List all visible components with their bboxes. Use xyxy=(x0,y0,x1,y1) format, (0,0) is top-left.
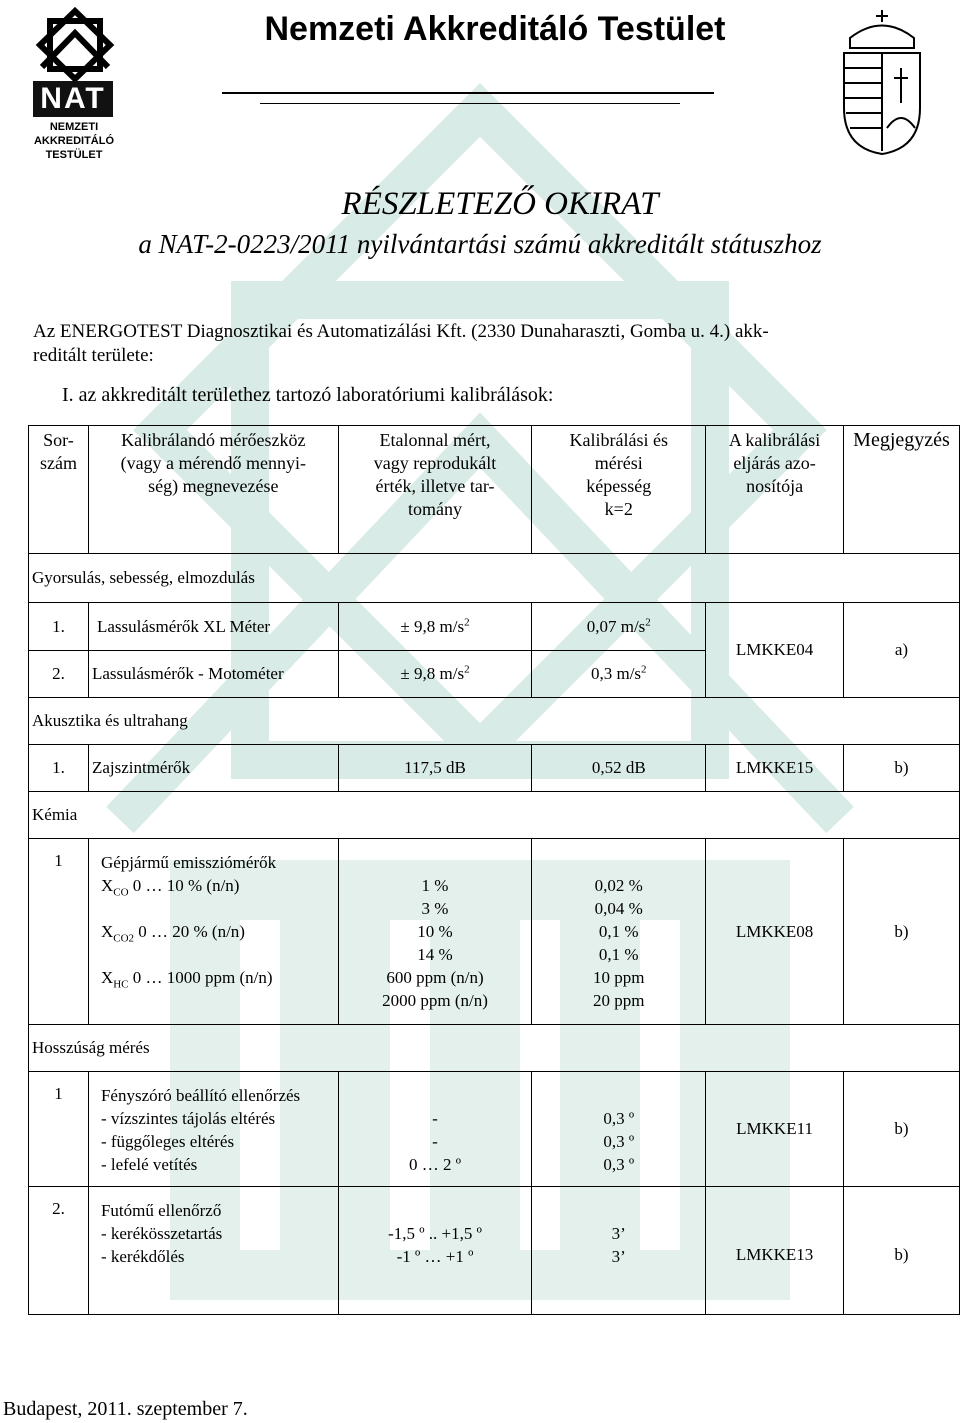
capability-values: 3’ 3’ xyxy=(532,1187,706,1315)
nat-logo xyxy=(30,5,120,163)
capability-value: 0,3 $m/s^2$ xyxy=(532,651,706,698)
note: b) xyxy=(844,1187,960,1315)
nat-logo-line1: NEMZETI xyxy=(49,121,99,133)
section-row xyxy=(29,1025,960,1072)
method-id: LMKKE15 xyxy=(706,745,844,792)
row-number: 1. xyxy=(29,745,89,792)
header-device-name: Kalibrálandó mérőeszköz (vagy a mérendő mennyi- ség) megnevezése xyxy=(88,426,338,554)
table-row xyxy=(29,1187,960,1315)
nat-logo-box xyxy=(33,81,113,117)
calibration-table xyxy=(28,425,960,1315)
section-label: Akusztika és ultrahang xyxy=(29,698,960,745)
note: b) xyxy=(844,839,960,1025)
title-rule-2 xyxy=(260,103,680,104)
note: a) xyxy=(844,603,960,698)
section-label: Hosszúság mérés xyxy=(29,1025,960,1072)
header-method-id: A kalibrálási eljárás azo- nosítója xyxy=(706,426,844,554)
section-row xyxy=(29,554,960,603)
header-capability: Kalibrálási és mérési képesség k=2 xyxy=(532,426,706,554)
section-row xyxy=(29,792,960,839)
table-row xyxy=(29,745,960,792)
header-reference-value: Etalonnal mért, vagy reprodukált érték, illetve tar- tomány xyxy=(338,426,532,554)
device-name: Fényszóró beállító ellenőrzés - vízszintes tájolás eltérés - függőleges eltérés - lefelé vetítés xyxy=(88,1072,338,1187)
method-id: LMKKE13 xyxy=(706,1187,844,1315)
table-row xyxy=(29,839,960,1025)
nat-abbr: NAT xyxy=(40,82,106,115)
reference-values: - - 0 … 2 º xyxy=(338,1072,532,1187)
row-number: 1 xyxy=(29,1072,89,1187)
capability-values: 0,3 º 0,3 º 0,3 º xyxy=(532,1072,706,1187)
section-label: Kémia xyxy=(29,792,960,839)
row-number: 1. xyxy=(29,603,89,651)
table-row xyxy=(29,603,960,651)
row-number: 2. xyxy=(29,1187,89,1315)
device-name: Lassulásmérők XL Méter xyxy=(88,603,338,651)
section-label: Gyorsulás, sebesség, elmozdulás xyxy=(29,554,960,603)
nat-logo-line3: TESTÜLET xyxy=(45,149,103,161)
intro-line-1: Az ENERGOTEST Diagnosztikai és Automatizálási Kft. (2330 Dunaharaszti, Gomba u. 4.) akk- xyxy=(33,321,769,342)
note: b) xyxy=(844,745,960,792)
title-rule-1 xyxy=(222,92,714,94)
capability-value: 0,07 $m/s^2$ xyxy=(532,603,706,651)
place-date: Budapest, 2011. szeptember 7. xyxy=(3,1398,248,1420)
section-heading: I. az akkreditált területhez tartozó laboratóriumi kalibrálások: xyxy=(62,384,554,406)
method-id: LMKKE11 xyxy=(706,1072,844,1187)
device-name: Zajszintmérők xyxy=(88,745,338,792)
table-header-row xyxy=(29,426,960,554)
capability-values: 0,02 % 0,04 % 0,1 % 0,1 % 10 ppm 20 ppm xyxy=(532,839,706,1025)
method-id: LMKKE08 xyxy=(706,839,844,1025)
device-name: Lassulásmérők - Motométer xyxy=(88,651,338,698)
method-id: LMKKE04 xyxy=(706,603,844,698)
coat-of-arms-icon xyxy=(832,8,932,158)
section-row xyxy=(29,698,960,745)
nat-logo-caption xyxy=(30,120,118,162)
header-note: Megjegyzés xyxy=(844,426,960,554)
intro-line-2: reditált területe: xyxy=(33,345,154,366)
nat-logo-icon xyxy=(30,5,120,85)
document-subtitle: a NAT-2-0223/2011 nyilvántartási számú akkreditált státuszhoz xyxy=(138,229,822,259)
device-name: Gépjármű emissziómérők $X_{CO}$ 0 … 10 % (n/n) $X_{CO2}$ 0 … 20 % (n/n) $X_{HC}$ 0 … 1000 ppm (n/n) xyxy=(88,839,338,1025)
reference-values: 1 % 3 % 10 % 14 % 600 ppm (n/n) 2000 ppm (n/n) xyxy=(338,839,532,1025)
reference-value: ± 9,8 $m/s^2$ xyxy=(338,651,532,698)
org-title: Nemzeti Akkreditáló Testület xyxy=(264,10,726,48)
note: b) xyxy=(844,1072,960,1187)
capability-value: 0,52 dB xyxy=(532,745,706,792)
table-row xyxy=(29,1072,960,1187)
intro-text xyxy=(33,320,953,368)
reference-value: ± 9,8 $m/s^2$ xyxy=(338,603,532,651)
row-number: 2. xyxy=(29,651,89,698)
row-number: 1 xyxy=(29,839,89,1025)
header-sorszam: Sor- szám xyxy=(29,426,89,554)
reference-values: -1,5 º .. +1,5 º -1 º … +1 º xyxy=(338,1187,532,1315)
nat-logo-line2: AKKREDITÁLÓ xyxy=(33,135,115,147)
document-title: RÉSZLETEZŐ OKIRAT xyxy=(341,186,659,222)
reference-value: 117,5 dB xyxy=(338,745,532,792)
device-name: Futómű ellenőrző - kerékösszetartás - kerékdőlés xyxy=(88,1187,338,1315)
